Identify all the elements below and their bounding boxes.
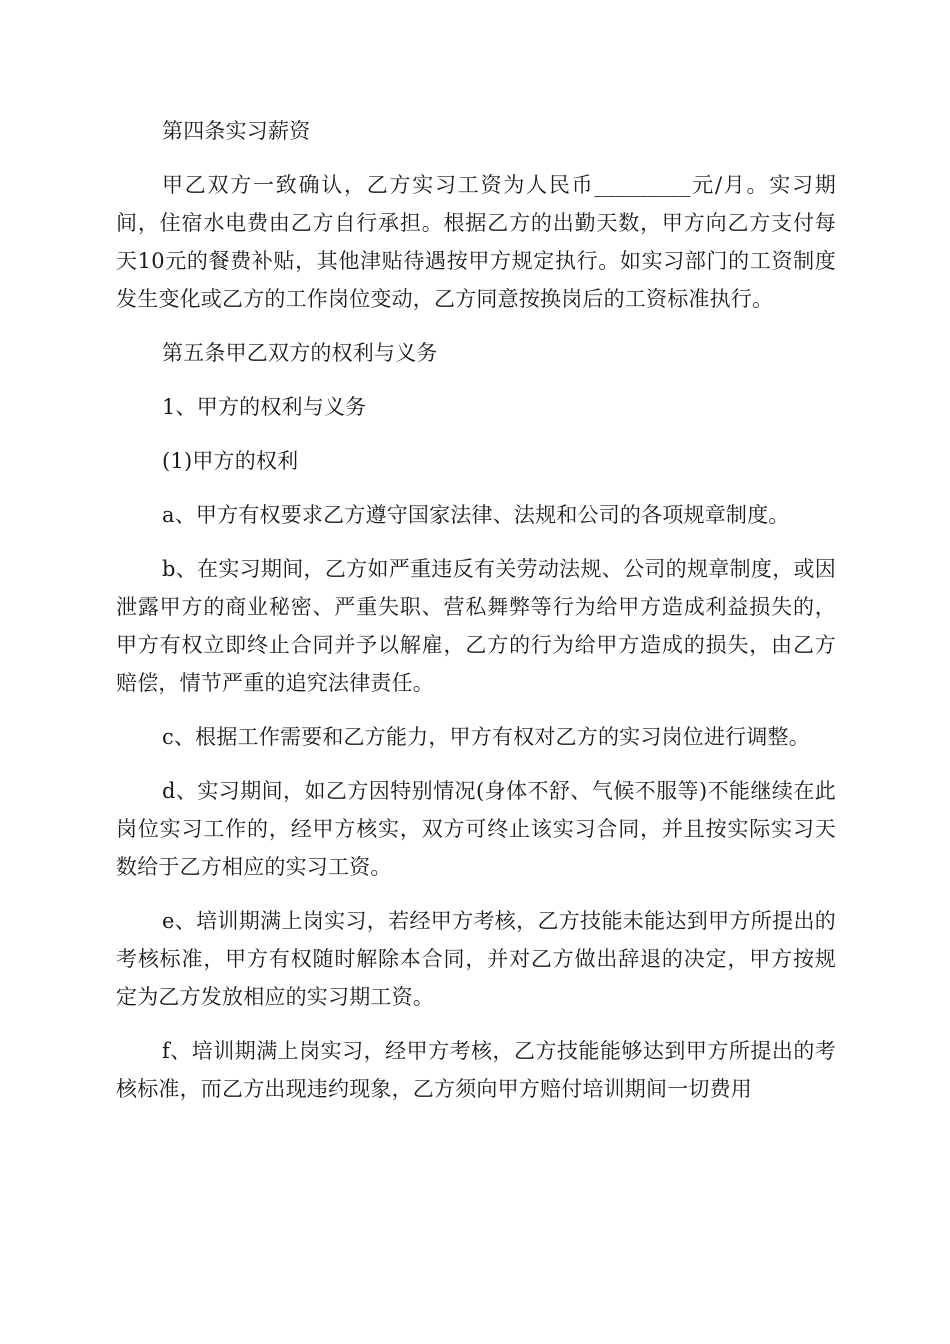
clause-c: c、根据工作需要和乙方能力，甲方有权对乙方的实习岗位进行调整。 [162, 725, 810, 749]
clause-b: b、在实习期间，乙方如严重违反有关劳动法规、公司的规章制度，或因泄露甲方的商业秘密、严重失职、营私舞弊等行为给甲方造成利益损失的，甲方有权立即终止合同并予以解雇，乙方的行为给甲方造成的损失，由乙方赔偿，情节严重的追究法律责任。 [116, 557, 836, 695]
document-body [116, 112, 836, 1124]
article-5-heading: 第五条甲乙双方的权利与义务 [162, 341, 438, 365]
clause-d: d、实习期间，如乙方因特别情况(身体不舒、气候不服等)不能继续在此岗位实习工作的，经甲方核实，双方可终止该实习合同，并且按实际实习天数给于乙方相应的实习工资。 [116, 779, 836, 879]
clause-e: e、培训期满上岗实习，若经甲方考核，乙方技能未能达到甲方所提出的考核标准，甲方有权随时解除本合同，并对乙方做出辞退的决定，甲方按规定为乙方发放相应的实习期工资。 [116, 909, 836, 1009]
clause-f: f、培训期满上岗实习，经甲方考核，乙方技能能够达到甲方所提出的考核标准，而乙方出现违约现象，乙方须向甲方赔付培训期间一切费用 [116, 1039, 836, 1101]
article-4-heading: 第四条实习薪资 [162, 119, 311, 143]
clause-a: a、甲方有权要求乙方遵守国家法律、法规和公司的各项规章制度。 [162, 503, 790, 527]
article-4-salary-paragraph: 甲乙双方一致确认，乙方实习工资为人民币_________元/月。实习期间，住宿水电费由乙方自行承担。根据乙方的出勤天数，甲方向乙方支付每天10元的餐费补贴，其他津贴待遇按甲方规定执行。如实习部门的工资制度发生变化或乙方的工作岗位变动，乙方同意按换岗后的工资标准执行。 [116, 173, 836, 311]
section-1-heading: 1、甲方的权利与义务 [162, 395, 367, 419]
subsection-1-heading: (1)甲方的权利 [162, 449, 299, 473]
